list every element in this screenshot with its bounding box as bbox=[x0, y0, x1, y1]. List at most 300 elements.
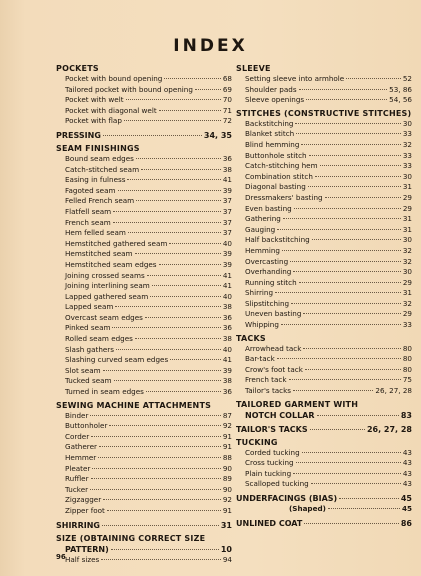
dot-leader bbox=[305, 369, 401, 370]
entry-label: Half sizes bbox=[65, 554, 100, 564]
index-entry bbox=[56, 474, 232, 485]
entry-page: 38 bbox=[222, 164, 232, 174]
index-entry bbox=[56, 366, 232, 377]
entry-page: 34, 35 bbox=[203, 130, 232, 140]
entry-label: Tucked seam bbox=[65, 376, 112, 386]
index-entry bbox=[56, 218, 232, 229]
index-entry bbox=[236, 161, 412, 172]
entry-page: 40 bbox=[222, 291, 232, 301]
entry-page: 29 bbox=[402, 309, 412, 319]
entry-page: 41 bbox=[222, 175, 232, 185]
dot-leader bbox=[135, 338, 221, 339]
entry-page: 30 bbox=[402, 235, 412, 245]
entry-page: 69 bbox=[222, 84, 232, 94]
dot-leader bbox=[320, 165, 401, 166]
dot-leader bbox=[346, 78, 401, 79]
entry-page: 41 bbox=[222, 355, 232, 365]
entry-page: 90 bbox=[222, 484, 232, 494]
index-entry bbox=[236, 288, 412, 299]
entry-page: 43 bbox=[402, 458, 412, 468]
dot-leader bbox=[311, 483, 401, 484]
index-entry bbox=[56, 544, 232, 555]
entry-label: Buttonholer bbox=[65, 421, 108, 431]
dot-leader bbox=[309, 155, 401, 156]
entry-label: Catch-stitched seam bbox=[65, 164, 140, 174]
entry-label: Overcasting bbox=[245, 256, 289, 266]
entry-label: Whipping bbox=[245, 320, 279, 330]
index-entry bbox=[56, 313, 232, 324]
dot-leader bbox=[294, 208, 401, 209]
index-entry bbox=[236, 182, 412, 193]
entry-page: 91 bbox=[222, 442, 232, 452]
index-entry bbox=[56, 186, 232, 197]
dot-leader bbox=[277, 229, 401, 230]
index-entry bbox=[56, 196, 232, 207]
dot-leader bbox=[296, 462, 401, 463]
entry-label: (Shaped) bbox=[289, 504, 326, 513]
dot-leader bbox=[103, 370, 221, 371]
dot-leader bbox=[299, 282, 401, 283]
entry-label: Blind hemming bbox=[245, 139, 300, 149]
index-entry bbox=[56, 271, 232, 282]
entry-page: 40 bbox=[222, 344, 232, 354]
entry-page: 32 bbox=[402, 139, 412, 149]
entry-label: Pocket with bound opening bbox=[65, 74, 163, 83]
entry-label: Overhanding bbox=[245, 267, 292, 277]
dot-leader bbox=[103, 499, 221, 500]
entry-label: Cross tucking bbox=[245, 458, 294, 468]
page-title: INDEX bbox=[173, 36, 248, 56]
entry-label: Running stitch bbox=[245, 277, 297, 287]
entry-page: 68 bbox=[222, 74, 232, 83]
entry-page: 70 bbox=[222, 95, 232, 105]
index-entry bbox=[236, 119, 412, 130]
dot-leader bbox=[312, 239, 401, 240]
dot-leader bbox=[98, 457, 221, 458]
index-entry bbox=[56, 334, 232, 345]
entry-page: 72 bbox=[222, 116, 232, 126]
entry-label: Slipstitching bbox=[245, 298, 290, 308]
dot-leader bbox=[293, 271, 400, 272]
index-entry bbox=[56, 260, 232, 271]
entry-page: 40 bbox=[222, 238, 232, 248]
entry-page: 36 bbox=[222, 323, 232, 333]
dot-leader bbox=[303, 313, 400, 314]
index-entry bbox=[56, 506, 232, 517]
entry-label: Joining crossed seams bbox=[65, 270, 145, 280]
entry-page: 10 bbox=[220, 544, 232, 554]
dot-leader bbox=[127, 179, 220, 180]
entry-page: 31 bbox=[402, 182, 412, 192]
index-heading: SEWING MACHINE ATTACHMENTS bbox=[56, 400, 212, 410]
entry-page: 37 bbox=[222, 206, 232, 216]
index-heading: TAILORED GARMENT WITH bbox=[236, 399, 359, 409]
dot-leader bbox=[304, 523, 399, 524]
index-heading-entry bbox=[56, 520, 232, 531]
index-entry bbox=[56, 175, 232, 186]
entry-page: 37 bbox=[222, 196, 232, 206]
dot-leader bbox=[111, 549, 219, 550]
dot-leader bbox=[170, 359, 221, 360]
entry-label: Backstitching bbox=[245, 118, 294, 128]
index-entry bbox=[236, 257, 412, 268]
entry-label: Hemstitched gathered seam bbox=[65, 238, 168, 248]
index-entry bbox=[236, 85, 412, 96]
entry-page: 37 bbox=[222, 217, 232, 227]
entry-label: Tailored pocket with bound opening bbox=[65, 84, 193, 94]
index-entry bbox=[236, 74, 412, 85]
entry-page: 26, 27, 28 bbox=[366, 424, 412, 434]
entry-label: Hemming bbox=[245, 245, 280, 255]
entry-label: Zipper foot bbox=[65, 505, 105, 515]
entry-page: 33 bbox=[402, 320, 412, 330]
index-entry bbox=[56, 453, 232, 464]
dot-leader bbox=[91, 478, 221, 479]
entry-label: Uneven basting bbox=[245, 309, 302, 319]
dot-leader bbox=[308, 186, 401, 187]
entry-label: Buttonhole stitch bbox=[245, 150, 307, 160]
index-entry bbox=[56, 106, 232, 117]
entry-label: Pleater bbox=[65, 463, 91, 473]
dot-leader bbox=[317, 415, 399, 416]
dot-leader bbox=[114, 380, 221, 381]
entry-label: Arrowhead tack bbox=[245, 343, 302, 353]
index-entry bbox=[236, 448, 412, 459]
entry-page: 39 bbox=[222, 259, 232, 269]
entry-page: 32 bbox=[402, 298, 412, 308]
dot-leader bbox=[282, 250, 401, 251]
dot-leader bbox=[115, 306, 220, 307]
index-column-right bbox=[236, 61, 412, 529]
entry-label: Even basting bbox=[245, 203, 292, 213]
entry-label: Lapped gathered seam bbox=[65, 291, 149, 301]
entry-label: TAILOR'S TACKS bbox=[236, 424, 308, 434]
entry-page: 30 bbox=[402, 171, 412, 181]
index-entry bbox=[56, 345, 232, 356]
entry-label: Gatherer bbox=[65, 442, 97, 452]
dot-leader bbox=[145, 317, 221, 318]
dot-leader bbox=[290, 261, 401, 262]
entry-page: 91 bbox=[222, 431, 232, 441]
entry-label: Pinked seam bbox=[65, 323, 111, 333]
index-entry bbox=[236, 344, 412, 355]
entry-label: Bound seam edges bbox=[65, 153, 134, 163]
entry-label: Shirring bbox=[245, 288, 274, 298]
index-entry bbox=[56, 495, 232, 506]
entry-label: Fagoted seam bbox=[65, 185, 116, 195]
entry-label: Turned in seam edges bbox=[65, 387, 144, 397]
index-entry bbox=[236, 479, 412, 490]
entry-page: 36 bbox=[222, 387, 232, 397]
dot-leader bbox=[116, 349, 221, 350]
entry-page: 32 bbox=[402, 245, 412, 255]
entry-label: Felled French seam bbox=[65, 196, 135, 206]
dot-leader bbox=[152, 285, 221, 286]
entry-label: Zigzagger bbox=[65, 495, 102, 505]
dot-leader bbox=[301, 144, 400, 145]
index-entry bbox=[56, 95, 232, 106]
entry-page: 83 bbox=[400, 410, 412, 420]
dot-leader bbox=[128, 232, 221, 233]
entry-page: 30 bbox=[402, 267, 412, 277]
dot-leader bbox=[92, 468, 220, 469]
dot-leader bbox=[169, 243, 220, 244]
dot-leader bbox=[146, 391, 221, 392]
entry-page: 41 bbox=[222, 281, 232, 291]
index-entry bbox=[236, 151, 412, 162]
index-heading: TACKS bbox=[236, 333, 266, 343]
entry-page: 86 bbox=[400, 518, 412, 528]
entry-page: 29 bbox=[402, 192, 412, 202]
index-entry bbox=[236, 267, 412, 278]
entry-label: Overcast seam edges bbox=[65, 312, 143, 322]
entry-page: 90 bbox=[222, 463, 232, 473]
entry-page: 32 bbox=[402, 256, 412, 266]
dot-leader bbox=[136, 200, 221, 201]
index-entry bbox=[56, 421, 232, 432]
entry-page: 92 bbox=[222, 421, 232, 431]
entry-label: Lapped seam bbox=[65, 302, 114, 312]
index-entry bbox=[236, 140, 412, 151]
entry-page: 31 bbox=[402, 214, 412, 224]
entry-label: Dressmakers' basting bbox=[245, 192, 323, 202]
entry-label: Hem felled seam bbox=[65, 228, 126, 238]
entry-label: Scalloped tucking bbox=[245, 479, 309, 489]
entry-page: 52 bbox=[402, 74, 412, 83]
index-entry bbox=[236, 204, 412, 215]
index-entry bbox=[56, 432, 232, 443]
entry-label: SHIRRING bbox=[56, 520, 100, 530]
entry-label: Combination stitch bbox=[245, 171, 313, 181]
index-entry bbox=[236, 235, 412, 246]
entry-label: Setting sleeve into armhole bbox=[245, 74, 345, 83]
entry-page: 38 bbox=[222, 302, 232, 312]
dot-leader bbox=[159, 110, 221, 111]
index-heading: SEAM FINISHINGS bbox=[56, 143, 140, 153]
entry-label: UNLINED COAT bbox=[236, 518, 303, 528]
index-entry bbox=[236, 193, 412, 204]
index-entry bbox=[56, 239, 232, 250]
dot-leader bbox=[164, 78, 220, 79]
entry-page: 89 bbox=[222, 474, 232, 484]
page-number: 96 bbox=[56, 553, 66, 561]
entry-page: 80 bbox=[402, 364, 412, 374]
index-entry bbox=[56, 302, 232, 313]
index-entry bbox=[236, 458, 412, 469]
dot-leader bbox=[296, 133, 401, 134]
entry-label: Hemmer bbox=[65, 453, 97, 462]
entry-label: Catch-stitching hem bbox=[245, 161, 318, 171]
entry-page: 91 bbox=[222, 505, 232, 515]
entry-page: 33 bbox=[402, 129, 412, 139]
index-entry bbox=[56, 464, 232, 475]
index-entry bbox=[56, 485, 232, 496]
dot-leader bbox=[126, 99, 221, 100]
index-entry bbox=[56, 207, 232, 218]
entry-label: Pocket with flap bbox=[65, 116, 122, 126]
index-heading: SIZE (OBTAINING CORRECT SIZE bbox=[56, 533, 206, 543]
index-entry bbox=[236, 225, 412, 236]
index-entry bbox=[56, 555, 232, 566]
index-entry bbox=[56, 355, 232, 366]
index-entry bbox=[56, 292, 232, 303]
entry-page: 33 bbox=[402, 150, 412, 160]
dot-leader bbox=[315, 176, 401, 177]
index-entry bbox=[56, 85, 232, 96]
dot-leader bbox=[159, 264, 221, 265]
entry-label: Gathering bbox=[245, 214, 281, 224]
dot-leader bbox=[275, 292, 401, 293]
entry-label: Joining interlining seam bbox=[65, 281, 150, 291]
entry-label: PATTERN) bbox=[65, 544, 109, 554]
index-entry bbox=[56, 281, 232, 292]
dot-leader bbox=[90, 489, 221, 490]
entry-label: Diagonal basting bbox=[245, 182, 306, 192]
dot-leader bbox=[150, 296, 221, 297]
entry-label: UNDERFACINGS (BIAS) bbox=[236, 494, 338, 503]
index-heading-entry bbox=[236, 424, 412, 435]
entry-page: 39 bbox=[222, 365, 232, 375]
dot-leader bbox=[306, 99, 387, 100]
dot-leader bbox=[118, 190, 221, 191]
index-entry bbox=[236, 469, 412, 480]
index-entry bbox=[236, 410, 412, 421]
index-entry bbox=[236, 309, 412, 320]
entry-page: 39 bbox=[222, 185, 232, 195]
entry-page: 37 bbox=[222, 228, 232, 238]
index-entry bbox=[56, 411, 232, 422]
entry-label: Shoulder pads bbox=[245, 84, 297, 94]
index-entry bbox=[56, 442, 232, 453]
entry-label: Slot seam bbox=[65, 365, 101, 375]
index-entry bbox=[56, 376, 232, 387]
index-entry bbox=[236, 375, 412, 386]
dot-leader bbox=[99, 446, 221, 447]
entry-label: Crow's foot tack bbox=[245, 364, 303, 374]
index-entry bbox=[236, 214, 412, 225]
index-entry bbox=[56, 165, 232, 176]
index-heading-entry bbox=[236, 493, 412, 504]
dot-leader bbox=[293, 473, 401, 474]
index-heading: STITCHES (CONSTRUCTIVE STITCHES) bbox=[236, 108, 412, 118]
dot-leader bbox=[295, 123, 400, 124]
entry-page: 29 bbox=[402, 203, 412, 213]
entry-page: 92 bbox=[222, 495, 232, 505]
entry-page: 33 bbox=[402, 161, 412, 171]
index-entry bbox=[236, 172, 412, 183]
entry-label: Hemstitched seam bbox=[65, 249, 133, 259]
entry-label: Corder bbox=[65, 431, 90, 441]
entry-page: 39 bbox=[222, 249, 232, 259]
index-heading: SLEEVE bbox=[236, 64, 271, 73]
entry-page: 80 bbox=[402, 343, 412, 353]
entry-label: NOTCH COLLAR bbox=[245, 410, 315, 420]
index-entry bbox=[56, 228, 232, 239]
index-heading-entry bbox=[56, 130, 232, 141]
entry-page: 36 bbox=[222, 312, 232, 322]
entry-page: 43 bbox=[402, 447, 412, 457]
entry-page: 54, 56 bbox=[389, 95, 412, 105]
entry-page: 45 bbox=[400, 494, 412, 503]
entry-page: 94 bbox=[222, 554, 232, 564]
entry-page: 26, 27, 28 bbox=[375, 386, 412, 396]
index-entry bbox=[56, 323, 232, 334]
entry-page: 43 bbox=[402, 479, 412, 489]
entry-label: Sleeve openings bbox=[245, 95, 305, 105]
dot-leader bbox=[281, 324, 401, 325]
index-entry bbox=[236, 299, 412, 310]
dot-leader bbox=[109, 425, 220, 426]
entry-page: 88 bbox=[222, 453, 232, 462]
entry-label: French seam bbox=[65, 217, 111, 227]
dot-leader bbox=[91, 436, 221, 437]
entry-label: Rolled seam edges bbox=[65, 334, 133, 344]
entry-label: Corded tucking bbox=[245, 447, 300, 457]
index-entry bbox=[56, 249, 232, 260]
dot-leader bbox=[102, 525, 219, 526]
dot-leader bbox=[289, 379, 401, 380]
dot-leader bbox=[195, 89, 221, 90]
dot-leader bbox=[141, 169, 221, 170]
entry-page: 31 bbox=[402, 224, 412, 234]
entry-label: Blanket stitch bbox=[245, 129, 295, 139]
entry-label: Pocket with welt bbox=[65, 95, 124, 105]
index-entry bbox=[236, 365, 412, 376]
index-entry bbox=[236, 504, 412, 515]
index-heading-entry bbox=[236, 518, 412, 529]
dot-leader bbox=[112, 327, 220, 328]
dot-leader bbox=[147, 275, 221, 276]
entry-label: Flatfell seam bbox=[65, 206, 112, 216]
index-entry bbox=[236, 278, 412, 289]
entry-label: Binder bbox=[65, 410, 89, 420]
index-entry bbox=[236, 246, 412, 257]
dot-leader bbox=[299, 89, 388, 90]
entry-label: French tack bbox=[245, 375, 287, 385]
entry-label: Pocket with diagonal welt bbox=[65, 105, 157, 115]
entry-page: 30 bbox=[402, 118, 412, 128]
entry-page: 87 bbox=[222, 410, 232, 420]
entry-page: 71 bbox=[222, 105, 232, 115]
index-entry bbox=[236, 386, 412, 397]
entry-label: Plain tucking bbox=[245, 468, 292, 478]
entry-page: 80 bbox=[402, 354, 412, 364]
dot-leader bbox=[303, 348, 400, 349]
index-entry bbox=[236, 354, 412, 365]
entry-page: 29 bbox=[402, 277, 412, 287]
dot-leader bbox=[113, 211, 221, 212]
index-entry bbox=[236, 129, 412, 140]
entry-label: Tailor's tacks bbox=[245, 386, 292, 396]
entry-label: Hemstitched seam edges bbox=[65, 259, 157, 269]
dot-leader bbox=[293, 390, 373, 391]
dot-leader bbox=[283, 218, 401, 219]
entry-page: 31 bbox=[220, 520, 232, 530]
dot-leader bbox=[124, 120, 221, 121]
dot-leader bbox=[107, 510, 221, 511]
dot-leader bbox=[135, 253, 221, 254]
entry-label: Easing in fulness bbox=[65, 175, 126, 185]
dot-leader bbox=[103, 135, 202, 136]
index-column-left bbox=[56, 61, 232, 565]
entry-label: Gauging bbox=[245, 224, 276, 234]
entry-page: 36 bbox=[222, 153, 232, 163]
index-entry bbox=[56, 116, 232, 127]
entry-label: Slashing curved seam edges bbox=[65, 355, 169, 365]
entry-page: 41 bbox=[222, 270, 232, 280]
entry-page: 53, 86 bbox=[389, 84, 412, 94]
entry-page: 45 bbox=[401, 504, 412, 513]
